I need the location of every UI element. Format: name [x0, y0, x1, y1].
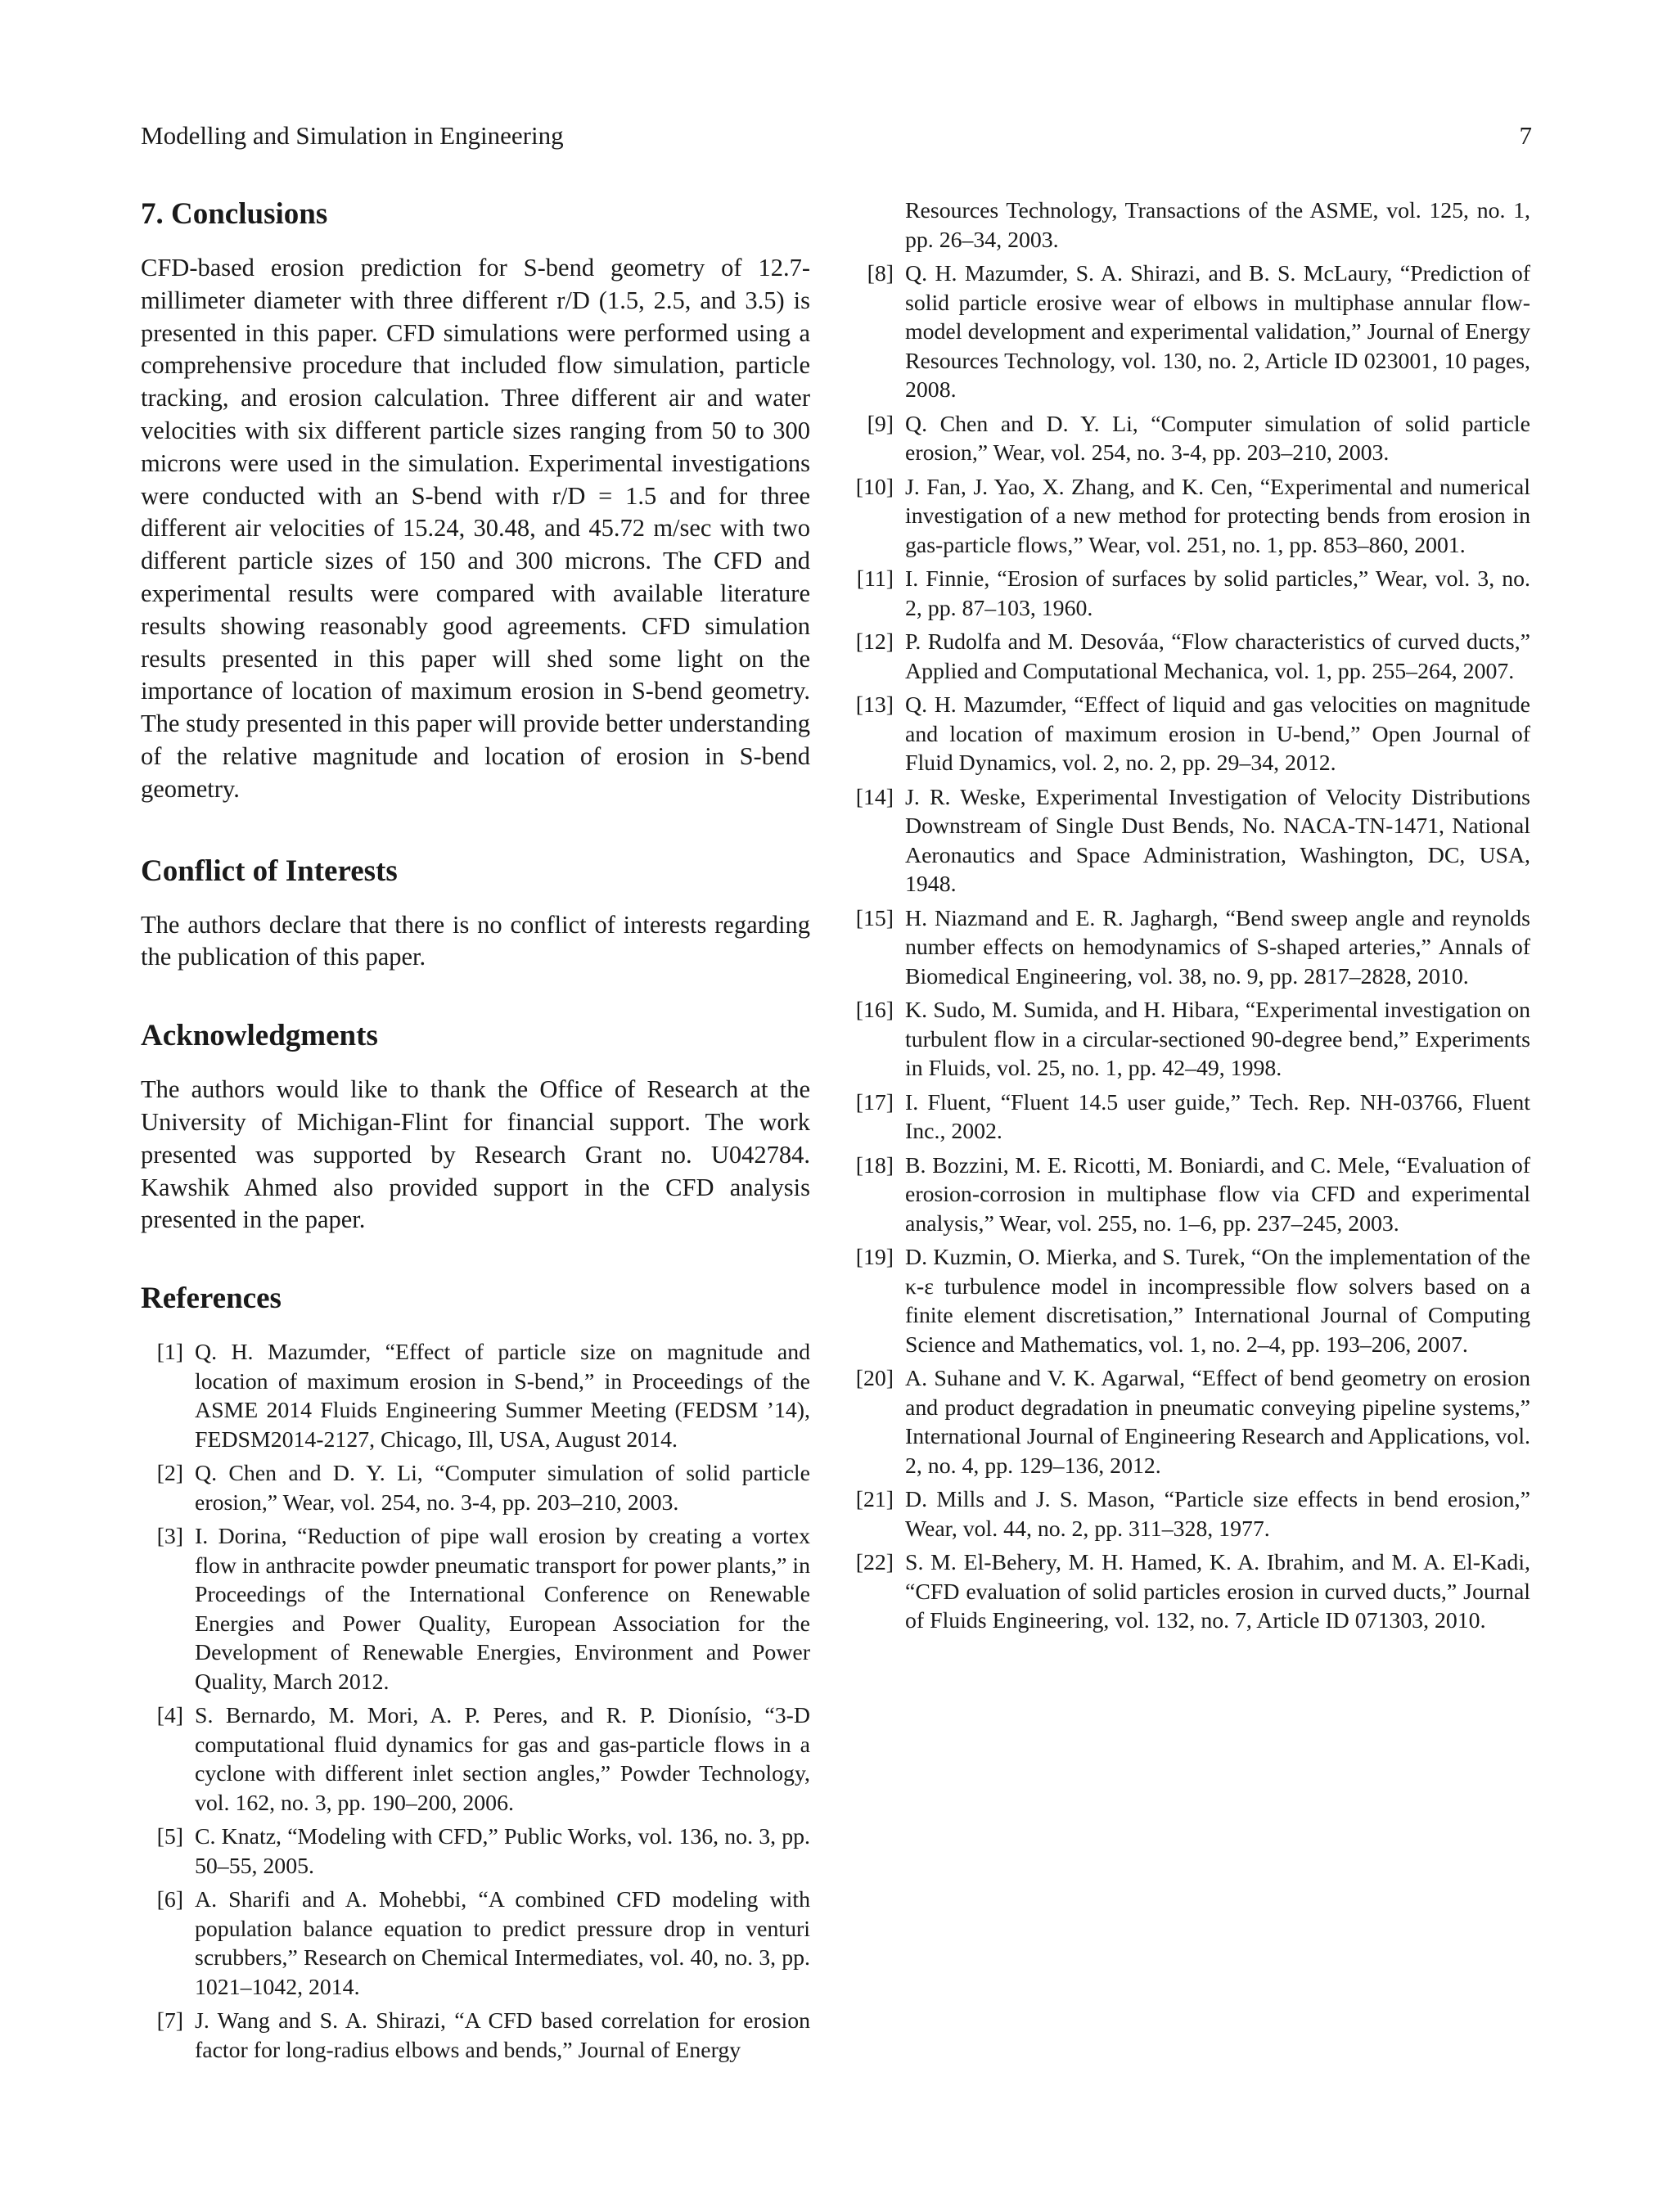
- reference-item: [141, 1459, 810, 1517]
- conflict-section: [141, 854, 810, 975]
- reference-item: [141, 1522, 810, 1696]
- reference-item: [851, 904, 1530, 992]
- reference-item: [851, 996, 1530, 1083]
- conclusions-text: CFD-based erosion prediction for S-bend geometry of 12.7-millimeter diameter with three different r/D (1.5, 2.5, and 3.5) is presented in this paper. CFD simulations were performed using a comprehensive procedure that included flow simulation, particle tracking, and erosion calculation. Three different air and water velocities with six different particle sizes ranging from 50 to 300 microns were used in the simulation. Experimental investigations were conducted with an S-bend with r/D = 1.5 and for three different air velocities of 15.24, 30.48, and 45.72 m/sec with two different particle sizes of 150 and 300 microns. The CFD and experimental results were compared with available literature results showing reasonably good agreements. CFD simulation results presented in this paper will shed some light on the importance of location of maximum erosion in S-bend geometry. The study presented in this paper will provide better understanding of the relative magnitude and location of erosion in S-bend geometry.: [141, 254, 810, 803]
- reference-number: [6]: [156, 1887, 183, 1913]
- reference-text: Q. H. Mazumder, “Effect of particle size on magnitude and location of maximum erosion in S-bend,” in Proceedings of the ASME 2014 Fluids Engineering Summer Meeting (FEDSM ’14), FEDSM2014-2127, Chicago, Ill, USA, August 2014.: [195, 1340, 810, 1453]
- reference-number: [14]: [855, 784, 894, 810]
- reference-text: K. Sudo, M. Sumida, and H. Hibara, “Experimental investigation on turbulent flow in a circular-sectioned 90-degree bend,” Experiments in Fluids, vol. 25, no. 1, pp. 42–49, 1998.: [905, 998, 1530, 1081]
- conclusions-heading: 7. Conclusions: [141, 197, 328, 231]
- reference-text: D. Kuzmin, O. Mierka, and S. Turek, “On the implementation of the κ-ε turbulence model in incompressible flow solvers based on a finite element discretisation,” International Journal of Computing Science and Mathematics, vol. 1, no. 2–4, pp. 193–206, 2007.: [905, 1245, 1530, 1358]
- reference-item: [851, 259, 1530, 405]
- reference-number: [1]: [156, 1340, 183, 1366]
- reference-item: [851, 565, 1530, 623]
- reference-item-continued: [851, 196, 1530, 255]
- reference-number: [15]: [855, 905, 894, 931]
- reference-number: [4]: [156, 1703, 183, 1729]
- reference-text: Q. H. Mazumder, “Effect of liquid and gas velocities on magnitude and location of maximum erosion in U-bend,” Open Journal of Fluid Dynamics, vol. 2, no. 2, pp. 29–34, 2012.: [905, 692, 1530, 776]
- reference-item: [851, 410, 1530, 468]
- references-section: [141, 1281, 810, 2065]
- reference-text: P. Rudolfa and M. Desováa, “Flow characteristics of curved ducts,” Applied and Computational Mechanica, vol. 1, pp. 255–264, 2007.: [905, 629, 1530, 684]
- acknowledgments-section: [141, 1018, 810, 1237]
- reference-text: S. M. El-Behery, M. H. Hamed, K. A. Ibrahim, and M. A. El-Kadi, “CFD evaluation of solid particles erosion in curved ducts,” Journal of Fluids Engineering, vol. 132, no. 7, Article ID 071303, 2010.: [905, 1550, 1530, 1633]
- reference-number: [16]: [855, 998, 894, 1023]
- reference-number: [11]: [856, 566, 894, 592]
- references-heading: References: [141, 1282, 282, 1316]
- reference-item: [851, 1243, 1530, 1359]
- left-column: [141, 196, 810, 2070]
- acknowledgments-text: The authors would like to thank the Office of Research at the University of Michigan-Flint for financial support. The work presented was supported by Research Grant no. U042784. Kawshik Ahmed also provided support in the CFD analysis presented in the paper.: [141, 1075, 810, 1234]
- reference-item: [141, 2007, 810, 2065]
- reference-item: [141, 1885, 810, 2002]
- reference-text: J. R. Weske, Experimental Investigation of Velocity Distributions Downstream of Single Dust Bends, No. NACA-TN-1471, National Aeronautics and Space Administration, Washington, DC, USA, 1948.: [905, 784, 1530, 897]
- conflict-heading: Conflict of Interests: [141, 854, 398, 888]
- acknowledgments-heading: Acknowledgments: [141, 1019, 378, 1053]
- reference-text: C. Knatz, “Modeling with CFD,” Public Works, vol. 136, no. 3, pp. 50–55, 2005.: [195, 1824, 810, 1879]
- reference-text: B. Bozzini, M. E. Ricotti, M. Boniardi, and C. Mele, “Evaluation of erosion-corrosion in multiphase flow via CFD and experimental analysis,” Wear, vol. 255, no. 1–6, pp. 237–245, 2003.: [905, 1152, 1530, 1237]
- conclusions-section: [141, 196, 810, 806]
- reference-number: [8]: [867, 261, 894, 286]
- running-head: [141, 121, 1532, 151]
- reference-text: J. Wang and S. A. Shirazi, “A CFD based correlation for erosion factor for long-radius elbows and bends,” Journal of Energy: [195, 2008, 810, 2063]
- reference-item: [851, 628, 1530, 686]
- reference-number: [9]: [867, 411, 894, 437]
- conflict-text: The authors declare that there is no conflict of interests regarding the publication of this paper.: [141, 910, 810, 971]
- reference-item: [851, 1485, 1530, 1543]
- reference-item: [141, 1338, 810, 1454]
- reference-item: [851, 1088, 1530, 1147]
- reference-text: J. Fan, J. Yao, X. Zhang, and K. Cen, “Experimental and numerical investigation of a new method for protecting bends from erosion in gas-particle flows,” Wear, vol. 251, no. 1, pp. 853–860, 2001.: [905, 474, 1530, 558]
- right-column: [851, 196, 1530, 1641]
- reference-number: [3]: [156, 1524, 183, 1550]
- reference-text: H. Niazmand and E. R. Jaghargh, “Bend sweep angle and reynolds number effects on hemodynamics of S-shaped arteries,” Annals of Biomedical Engineering, vol. 38, no. 9, pp. 2817–2828, 2010.: [905, 905, 1530, 989]
- journal-title: Modelling and Simulation in Engineering: [141, 121, 564, 150]
- reference-text: Q. Chen and D. Y. Li, “Computer simulation of solid particle erosion,” Wear, vol. 254, no. 3-4, pp. 203–210, 2003.: [195, 1461, 810, 1516]
- reference-text: I. Fluent, “Fluent 14.5 user guide,” Tech. Rep. NH-03766, Fluent Inc., 2002.: [905, 1089, 1530, 1144]
- reference-item: [141, 1822, 810, 1881]
- reference-text: I. Dorina, “Reduction of pipe wall erosion by creating a vortex flow in anthracite powder pneumatic transport for power plants,” in Proceedings of the International Conference on Renewable Energies and Power Quality, European Association for the Development of Renewable Energies, Environment and Power Quality, March 2012.: [195, 1524, 810, 1695]
- reference-item: [141, 1701, 810, 1818]
- reference-number: [7]: [156, 2008, 183, 2034]
- reference-number: [19]: [855, 1245, 894, 1270]
- reference-number: [17]: [855, 1089, 894, 1115]
- reference-item: [851, 473, 1530, 561]
- reference-number: [12]: [855, 629, 894, 655]
- reference-item: [851, 1151, 1530, 1239]
- reference-text: Q. Chen and D. Y. Li, “Computer simulation of solid particle erosion,” Wear, vol. 254, no. 3-4, pp. 203–210, 2003.: [905, 411, 1530, 466]
- page-number: 7: [1519, 121, 1532, 150]
- reference-item: [851, 783, 1530, 899]
- reference-text: S. Bernardo, M. Mori, A. P. Peres, and R. P. Dionísio, “3-D computational fluid dynamics for gas and gas-particle flows in a cyclone with different inlet section angles,” Powder Technology, vol. 162, no. 3, pp. 190–200, 2006.: [195, 1703, 810, 1816]
- reference-item: [851, 1548, 1530, 1636]
- reference-number: [21]: [855, 1487, 894, 1512]
- reference-number: [20]: [855, 1366, 894, 1391]
- reference-item: [851, 691, 1530, 778]
- reference-number: [851, 196, 905, 255]
- reference-text: A. Suhane and V. K. Agarwal, “Effect of bend geometry on erosion and product degradation in pneumatic conveying pipeline systems,” International Journal of Engineering Research and Applications, vol. 2, no. 4, pp. 129–136, 2012.: [905, 1366, 1530, 1479]
- reference-text: Q. H. Mazumder, S. A. Shirazi, and B. S. McLaury, “Prediction of solid particle erosive wear of elbows in multiphase annular flow-model development and experimental validation,” Journal of Energy Resources Technology, vol. 130, no. 2, Article ID 023001, 10 pages, 2008.: [905, 261, 1530, 403]
- reference-number: [2]: [156, 1461, 183, 1487]
- reference-text: Resources Technology, Transactions of the ASME, vol. 125, no. 1, pp. 26–34, 2003.: [905, 198, 1530, 253]
- reference-item: [851, 1364, 1530, 1480]
- reference-number: [22]: [855, 1550, 894, 1575]
- reference-text: I. Finnie, “Erosion of surfaces by solid particles,” Wear, vol. 3, no. 2, pp. 87–103, 1960.: [905, 566, 1530, 621]
- reference-number: [18]: [855, 1152, 894, 1178]
- reference-number: [10]: [855, 474, 894, 500]
- reference-number: [13]: [855, 692, 894, 718]
- reference-text: D. Mills and J. S. Mason, “Particle size effects in bend erosion,” Wear, vol. 44, no. 2, pp. 311–328, 1977.: [905, 1487, 1530, 1542]
- reference-number: [5]: [156, 1824, 183, 1850]
- reference-text: A. Sharifi and A. Mohebbi, “A combined CFD modeling with population balance equation to predict pressure drop in venturi scrubbers,” Research on Chemical Intermediates, vol. 40, no. 3, pp. 1021–1042, 2014.: [195, 1887, 810, 2000]
